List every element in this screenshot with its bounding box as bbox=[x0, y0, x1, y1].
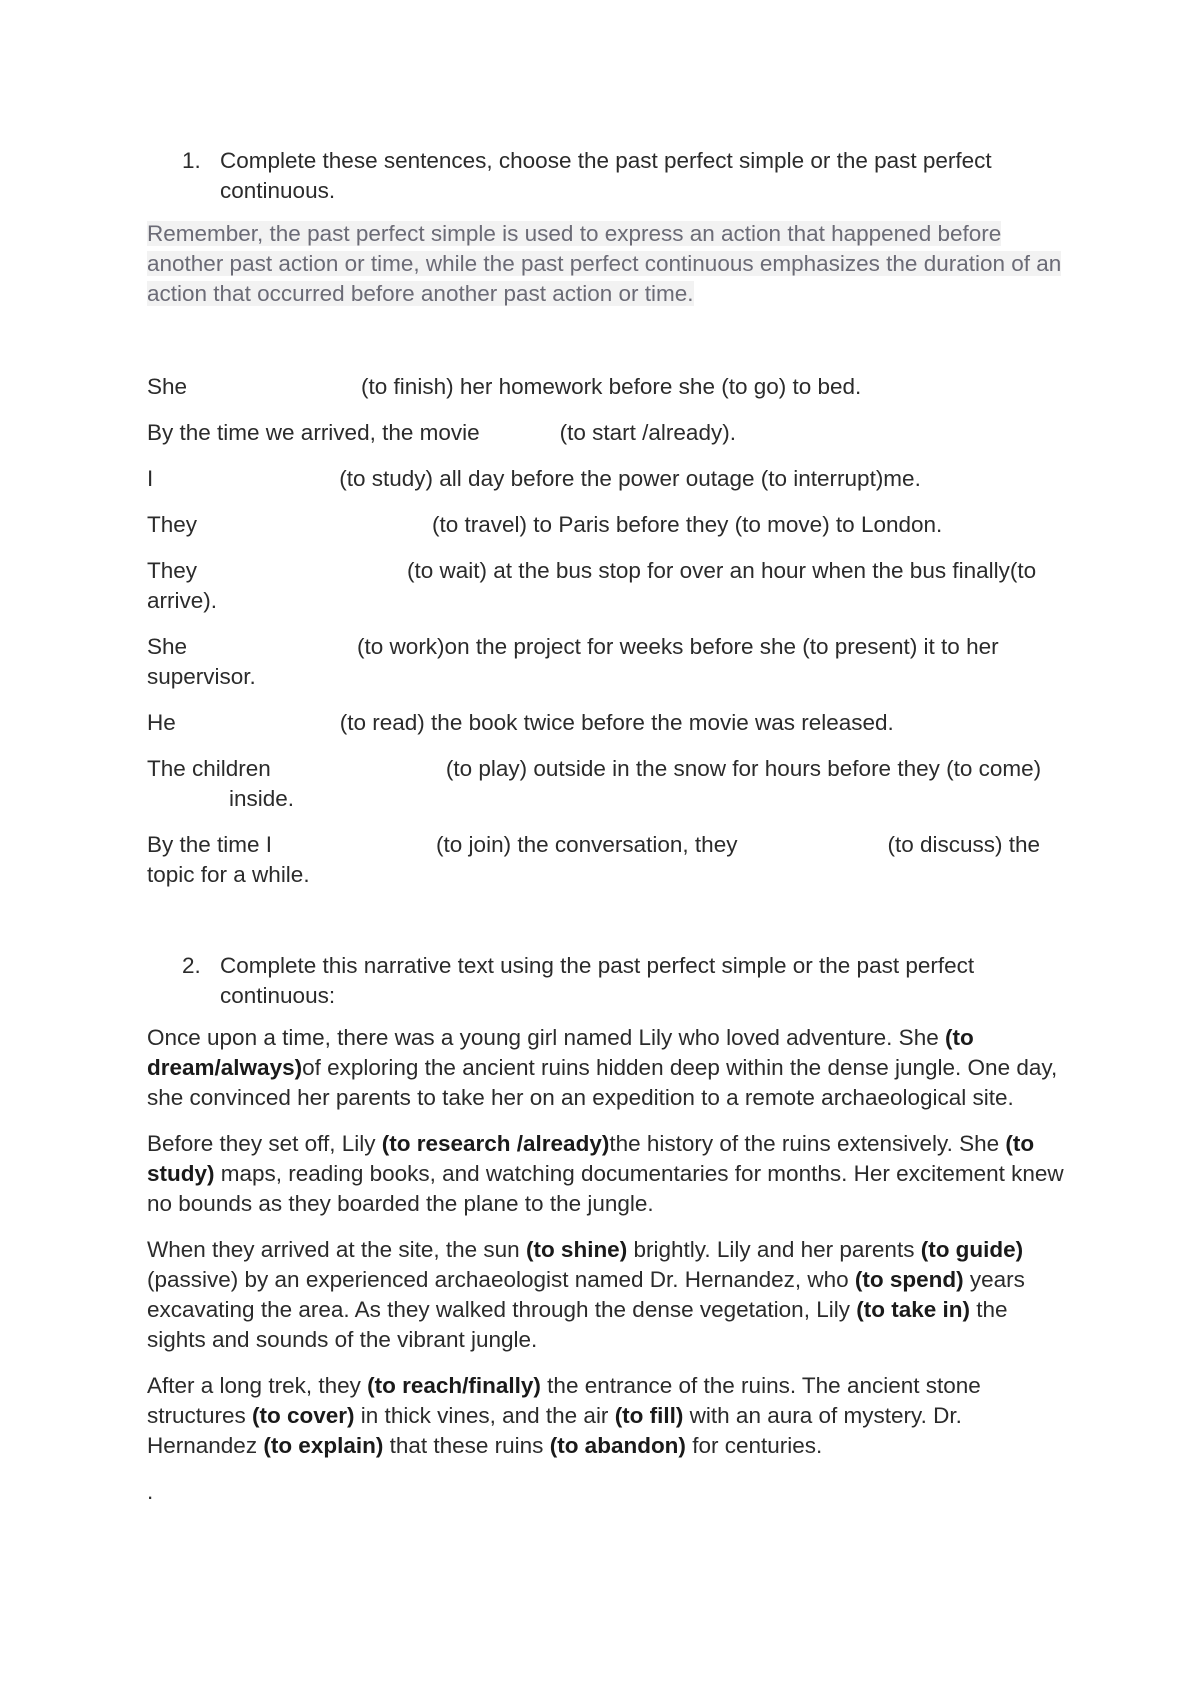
exercise-2-instruction bbox=[147, 951, 1067, 1011]
sentence-1 bbox=[147, 372, 1067, 402]
exercise-1-instruction bbox=[147, 146, 1067, 206]
p3-verb-prompt-4: (to take in) bbox=[856, 1297, 970, 1322]
sentence-8-end: (to play) outside in the snow for hours before they (to come) bbox=[445, 756, 1042, 781]
grammar-note bbox=[147, 219, 1067, 309]
p3-verb-prompt-1: (to shine) bbox=[525, 1237, 628, 1262]
exercise-2-instruction-text: Complete this narrative text using the past perfect simple or the past perfect continuous: bbox=[220, 953, 975, 1008]
sentence-6-end: (to work)on the project for weeks before she (to present) it to her supervisor. bbox=[147, 634, 999, 689]
exercise-1-instruction-text: Complete these sentences, choose the past perfect simple or the past perfect continuous. bbox=[220, 148, 992, 203]
p1-text-1: Once upon a time, there was a young girl named Lily who loved adventure. She bbox=[147, 1025, 945, 1050]
p2-text-2: the history of the ruins extensively. She bbox=[609, 1131, 1006, 1156]
p4-verb-prompt-5: (to abandon) bbox=[549, 1433, 686, 1458]
sentence-1-end: (to finish) her homework before she (to go) to bed. bbox=[361, 374, 862, 399]
p2-verb-prompt-2: (to study) bbox=[147, 1131, 1035, 1186]
p3-text-2: brightly. Lily and her parents bbox=[627, 1237, 921, 1262]
narrative-paragraph-1 bbox=[147, 1023, 1067, 1113]
sentence-9-middle: (to join) the conversation, they bbox=[436, 832, 738, 857]
sentence-5-end: (to wait) at the bus stop for over an hour when the bus finally(to arrive). bbox=[147, 558, 1037, 613]
p4-text-3: in thick vines, and the air bbox=[354, 1403, 615, 1428]
p2-verb-prompt-1: (to research /already) bbox=[381, 1131, 610, 1156]
p4-verb-prompt-3: (to fill) bbox=[614, 1403, 684, 1428]
sentence-4 bbox=[147, 510, 1067, 540]
p3-verb-prompt-2: (to guide) bbox=[920, 1237, 1024, 1262]
sentence-7-end: (to read) the book twice before the movie was released. bbox=[339, 710, 894, 735]
p4-text-2: the entrance of the ruins. The ancient stone structures bbox=[147, 1373, 981, 1428]
sentence-4-start: They bbox=[147, 512, 198, 537]
p4-text-1: After a long trek, they bbox=[147, 1373, 368, 1398]
grammar-note-text: Remember, the past perfect simple is used to express an action that happened before another past action or time, while the past perfect continuous emphasizes the duration of an action that occurred before another past action or time. bbox=[147, 221, 1062, 306]
sentence-3-start: I bbox=[147, 466, 154, 491]
narrative-paragraph-3 bbox=[147, 1235, 1067, 1355]
sentence-8-tail: inside. bbox=[229, 786, 295, 811]
narrative-paragraph-4 bbox=[147, 1371, 1067, 1461]
p1-verb-prompt-1: (to dream/always) bbox=[147, 1025, 974, 1080]
sentence-8-start: The children bbox=[147, 756, 271, 781]
sentence-6 bbox=[147, 632, 1067, 692]
trailing-dot: . bbox=[147, 1479, 154, 1504]
sentence-5-start: They bbox=[147, 558, 198, 583]
p4-text-6: for centuries. bbox=[685, 1433, 823, 1458]
p3-text-3: (passive) by an experienced archaeologist named Dr. Hernandez, who bbox=[147, 1267, 855, 1292]
p3-text-4: years excavating the area. As they walked through the dense vegetation, Lily bbox=[147, 1267, 1025, 1322]
sentence-7-start: He bbox=[147, 710, 176, 735]
p4-text-4: with an aura of mystery. Dr. Hernandez bbox=[147, 1403, 962, 1458]
sentence-6-start: She bbox=[147, 634, 188, 659]
p3-text-5: the sights and sounds of the vibrant jungle. bbox=[147, 1297, 1008, 1352]
sentence-9-start: By the time I bbox=[147, 832, 273, 857]
narrative-paragraph-2 bbox=[147, 1129, 1067, 1219]
sentence-5 bbox=[147, 556, 1067, 616]
sentence-9 bbox=[147, 830, 1067, 890]
p3-verb-prompt-3: (to spend) bbox=[854, 1267, 964, 1292]
sentence-2-start: By the time we arrived, the movie bbox=[147, 420, 480, 445]
p2-text-1: Before they set off, Lily bbox=[147, 1131, 382, 1156]
exercise-2-number: 2. bbox=[182, 953, 201, 978]
p4-verb-prompt-2: (to cover) bbox=[252, 1403, 355, 1428]
sentence-4-end: (to travel) to Paris before they (to move) to London. bbox=[432, 512, 943, 537]
p1-text-2: of exploring the ancient ruins hidden deep within the dense jungle. One day, she convinced her parents to take her on an expedition to a remote archaeological site. bbox=[147, 1055, 1058, 1110]
p4-verb-prompt-1: (to reach/finally) bbox=[367, 1373, 541, 1398]
p4-verb-prompt-4: (to explain) bbox=[263, 1433, 384, 1458]
sentence-9-end: (to discuss) the topic for a while. bbox=[147, 832, 1041, 887]
sentence-3 bbox=[147, 464, 1067, 494]
sentence-7 bbox=[147, 708, 1067, 738]
exercise-1-number: 1. bbox=[182, 148, 201, 173]
sentence-2 bbox=[147, 418, 1067, 448]
p4-text-5: that these ruins bbox=[383, 1433, 550, 1458]
p3-text-1: When they arrived at the site, the sun bbox=[147, 1237, 526, 1262]
sentence-3-end: (to study) all day before the power outage (to interrupt)me. bbox=[339, 466, 921, 491]
document-content bbox=[147, 146, 1067, 1523]
sentence-2-end: (to start /already). bbox=[559, 420, 736, 445]
sentence-8 bbox=[147, 754, 1067, 814]
sentence-1-start: She bbox=[147, 374, 188, 399]
p2-text-3: maps, reading books, and watching documentaries for months. Her excitement knew no bounds as they boarded the plane to the jungle. bbox=[147, 1161, 1064, 1216]
